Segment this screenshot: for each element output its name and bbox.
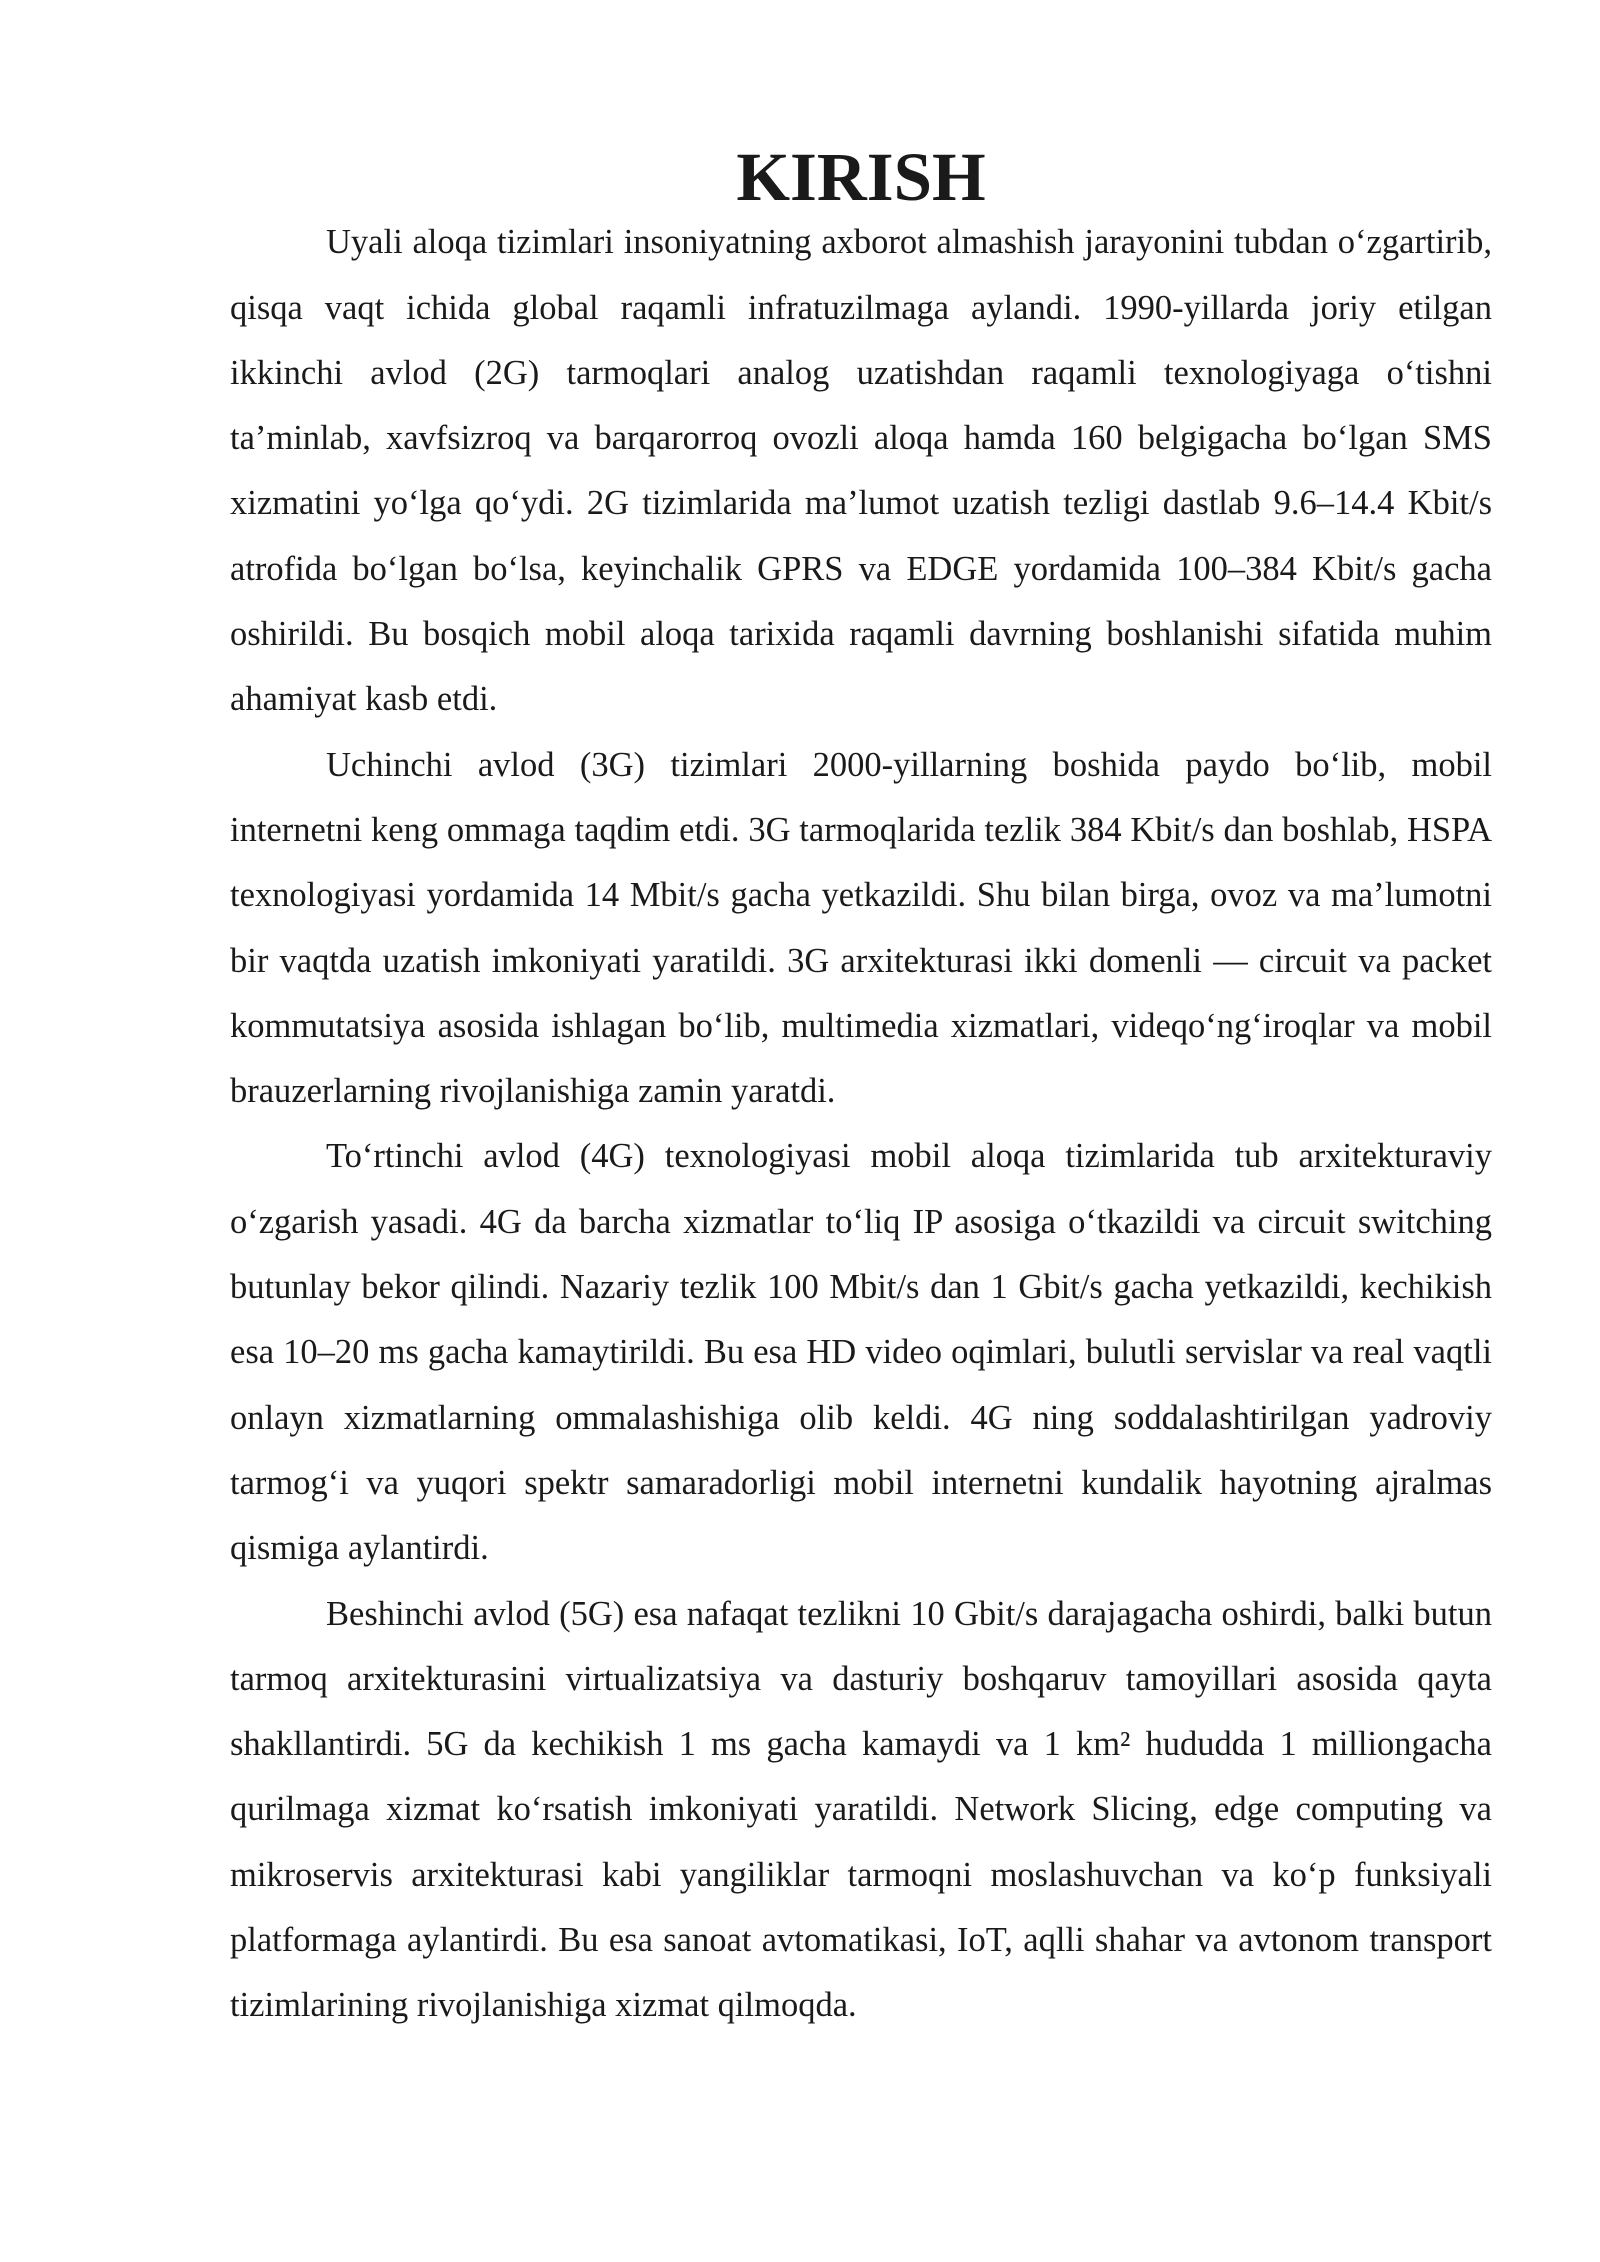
document-page (230, 139, 1492, 2039)
paragraph-4g: To‘rtinchi avlod (4G) texnologiyasi mobil aloqa tizimlarida tub arxitekturaviy o‘zgarish yasadi. 4G da barcha xizmatlar to‘liq IP asosiga o‘tkazildi va circuit switching butunlay bekor qilindi. Nazariy tezlik 100 Mbit/s dan 1 Gbit/s gacha yetkazildi, kechikish esa 10–20 ms gacha kamaytirildi. Bu esa HD video oqimlari, bulutli servislar va real vaqtli onlayn xizmatlarning ommalashishiga olib keldi. 4G ning soddalashtirilgan yadroviy tarmog‘i va yuqori spektr samaradorligi mobil internetni kundalik hayotning ajralmas qismiga aylantirdi. (230, 1137, 1492, 1568)
section-title: KIRISH (736, 139, 986, 215)
paragraph-5g: Beshinchi avlod (5G) esa nafaqat tezlikni 10 Gbit/s darajagacha oshirdi, balki butun tarmoq arxitekturasini virtualizatsiya va dasturiy boshqaruv tamoyillari asosida qayta shakllantirdi. 5G da kechikish 1 ms gacha kamaydi va 1 km² hududda 1 milliongacha qurilmaga xizmat ko‘rsatish imkoniyati yaratildi. Network Slicing, edge computing va mikroservis arxitekturasi kabi yangiliklar tarmoqni moslashuvchan va ko‘p funksiyali platformaga aylantirdi. Bu esa sanoat avtomatikasi, IoT, aqlli shahar va avtonom transport tizimlarining rivojlanishiga xizmat qilmoqda. (230, 1594, 1492, 2025)
paragraph-3g: Uchinchi avlod (3G) tizimlari 2000-yillarning boshida paydo bo‘lib, mobil internetni keng ommaga taqdim etdi. 3G tarmoqlarida tezlik 384 Kbit/s dan boshlab, HSPA texnologiyasi yordamida 14 Mbit/s gacha yetkazildi. Shu bilan birga, ovoz va ma’lumotni bir vaqtda uzatish imkoniyati yaratildi. 3G arxitekturasi ikki domenli — circuit va packet kommutatsiya asosida ishlagan bo‘lib, multimedia xizmatlari, videqo‘ng‘iroqlar va mobil brauzerlarning rivojlanishiga zamin yaratdi. (230, 745, 1492, 1111)
paragraph-2g: Uyali aloqa tizimlari insoniyatning axborot almashish jarayonini tubdan o‘zgartirib, qisqa vaqt ichida global raqamli infratuzilmaga aylandi. 1990-yillarda joriy etilgan ikkinchi avlod (2G) tarmoqlari analog uzatishdan raqamli texnologiyaga o‘tishni ta’minlab, xavfsizroq va barqarorroq ovozli aloqa hamda 160 belgigacha bo‘lgan SMS xizmatini yo‘lga qo‘ydi. 2G tizimlarida ma’lumot uzatish tezligi dastlab 9.6–14.4 Kbit/s atrofida bo‘lgan bo‘lsa, keyinchalik GPRS va EDGE yordamida 100–384 Kbit/s gacha oshirildi. Bu bosqich mobil aloqa tarixida raqamli davrning boshlanishi sifatida muhim ahamiyat kasb etdi. (230, 223, 1492, 719)
